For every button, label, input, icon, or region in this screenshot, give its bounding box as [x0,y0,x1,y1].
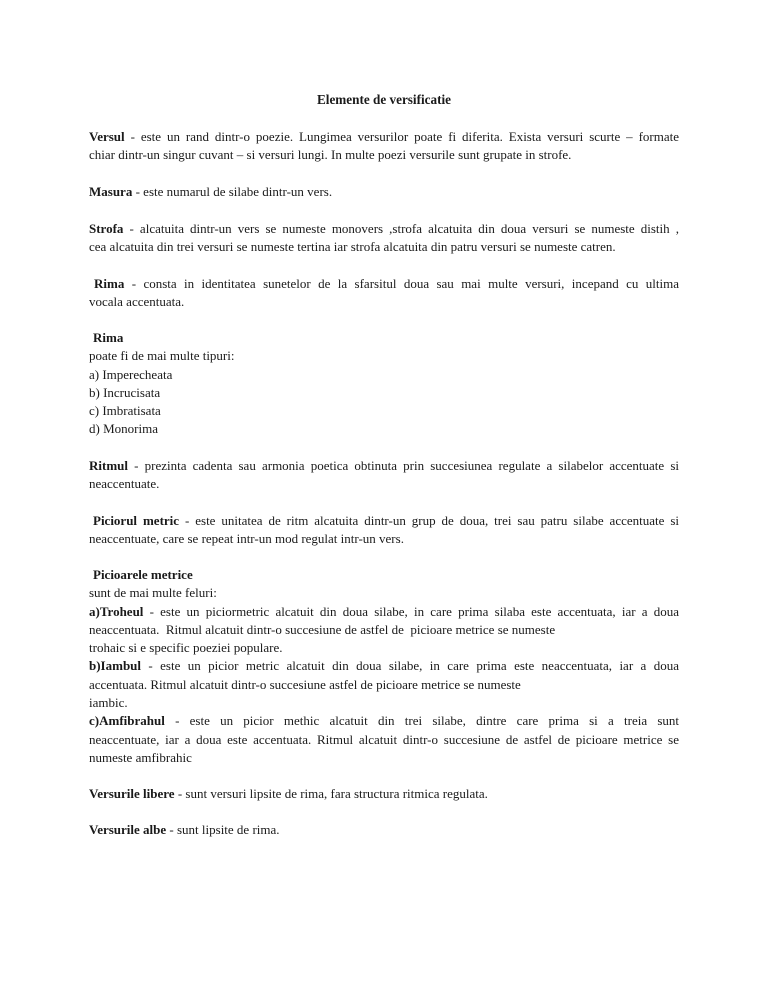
term-versurile-albe: Versurile albe [89,822,167,837]
troheul-line: a)Troheul - este un piciormetric alcatuit din doua silabe, in care prima silaba este accentuata, iar a doua [89,603,679,619]
term-iambul: b)Iambul [89,658,142,674]
term-troheul: a)Troheul [89,603,144,619]
paragraph-ritmul: Ritmul - prezinta cadenta sau armonia poetica obtinuta prin succesiunea regulate a silabelor accentuate si neaccentuate. [89,458,679,492]
term-rima: Rima [94,276,125,291]
section-picioarele-metrice: Picioarele metrice sunt de mai multe feluri: a)Troheul - este un piciormetric alcatuit din doua silabe, in care prima silaba este accentuata, iar a doua neaccentuata. Ritmul alcatuit dintr-o succesiune de astfel de picioare metrice se numeste trohaic si e specific poeziei populare. b)Iambul - este un picior metric alcatuit din doua silabe, in care prima este neaccentuata, iar a doua accentuata. Ritmul alcatuit dintr-o succesiune astfel de picioare metrice se numeste iambic. c)Amfibrahul - este un picior methic alcatuit din trei silabe, dintre care prima si a treia sunt neaccentuate, iar a doua este accentuata. Ritmul alcatuit dintr-o succesiune de astfel de picioare metrice se numeste amfibrahic [89,567,679,765]
term-amfibrahul: c)Amfibrahul [89,713,165,729]
amfibrahul-line: c)Amfibrahul - este un picior methic alcatuit din trei silabe, dintre care prima si a treia sunt [89,713,679,729]
rima-item: d) Monorima [89,421,158,437]
heading-rima: Rima [93,330,124,345]
rima-item: b) Incrucisata [89,384,161,400]
term-strofa: Strofa [89,221,124,236]
paragraph-masura: Masura - este numarul de silabe dintr-un vers. [89,184,333,199]
rima-item: c) Imbratisata [89,403,161,419]
term-masura: Masura [89,184,133,199]
paragraph-versurile-albe: Versurile albe - sunt lipsite de rima. [89,822,280,837]
term-versul: Versul [89,129,125,144]
paragraph-strofa: Strofa - alcatuita dintr-un vers se numeste monovers ,strofa alcatuita din doua versuri se numeste distih , cea alcatuita din trei versuri se numeste tertina iar strofa alcatuita din patru versuri se numeste catren. [89,221,679,255]
paragraph-rima-definition: Rima - consta in identitatea sunetelor de la sfarsitul doua sau mai multe versuri, incepand cu ultima vocala accentuata. [89,276,679,310]
iambul-line: b)Iambul - este un picior metric alcatuit din doua silabe, in care prima este neaccentuata, iar a doua [89,658,679,674]
paragraph-piciorul-metric: Piciorul metric - este unitatea de ritm alcatuita dintr-un grup de doua, trei sau patru silabe accentuate si neaccentuate, care se repeat intr-un mod regulat intr-un vers. [89,513,679,547]
rima-item: a) Imperecheata [89,366,173,382]
term-ritmul: Ritmul [89,458,128,473]
term-versurile-libere: Versurile libere [89,786,175,801]
paragraph-versul: Versul - este un rand dintr-o poezie. Lungimea versurilor poate fi diferita. Exista versuri scurte – formate chiar dintr-un singur cuvant – si versuri lungi. In multe poezi versurile sunt grupate in strofe. [89,129,679,163]
section-rima-types [89,329,679,439]
document-title: Elemente de versificatie [316,92,452,107]
paragraph-versurile-libere: Versurile libere - sunt versuri lipsite de rima, fara structura ritmica regulata. [89,786,488,801]
picioarele-intro: sunt de mai multe feluri: [89,585,217,601]
term-piciorul-metric: Piciorul metric [93,513,180,528]
heading-picioarele-metrice: Picioarele metrice [93,567,193,582]
rima-intro: poate fi de mai multe tipuri: [89,348,235,364]
